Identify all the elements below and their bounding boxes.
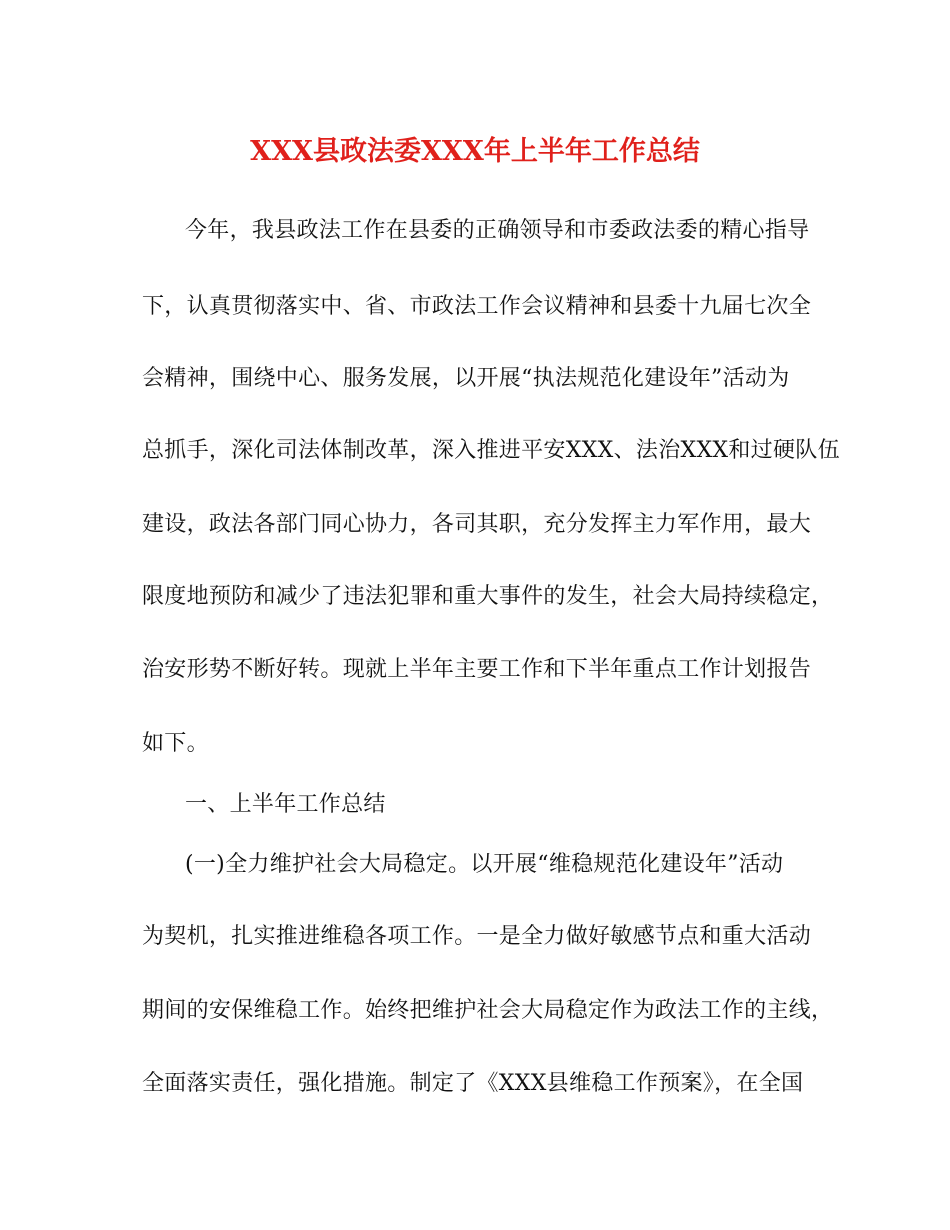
- paragraph-line: 期间的安保维稳工作。始终把维护社会大局稳定作为政法工作的主线，: [142, 998, 834, 1023]
- paragraph-line: 下，认真贯彻落实中、省、市政法工作会议精神和县委十九届七次全: [142, 294, 812, 319]
- paragraph-line: 为契机，扎实推进维稳各项工作。一是全力做好敏感节点和重大活动: [142, 924, 812, 949]
- document-title: XXX县政法委XXX年上半年工作总结: [250, 136, 700, 167]
- paragraph-line: 治安形势不断好转。现就上半年主要工作和下半年重点工作计划报告: [142, 657, 812, 682]
- paragraph-line: 建设，政法各部门同心协力，各司其职，充分发挥主力军作用，最大: [142, 512, 812, 537]
- paragraph-line: (一)全力维护社会大局稳定。以开展“维稳规范化建设年”活动: [185, 852, 784, 877]
- paragraph-line: 会精神，围绕中心、服务发展，以开展“执法规范化建设年”活动为: [142, 366, 790, 391]
- paragraph-line: 今年，我县政法工作在县委的正确领导和市委政法委的精心指导: [185, 218, 810, 243]
- paragraph-line: 全面落实责任，强化措施。制定了《XXX县维稳工作预案》，在全国: [142, 1071, 804, 1096]
- section-heading: 一、上半年工作总结: [185, 792, 386, 817]
- paragraph-line: 总抓手，深化司法体制改革，深入推进平安XXX、法治XXX和过硬队伍: [142, 438, 840, 463]
- paragraph-line: 如下。: [142, 731, 209, 756]
- paragraph-line: 限度地预防和减少了违法犯罪和重大事件的发生，社会大局持续稳定，: [142, 584, 834, 609]
